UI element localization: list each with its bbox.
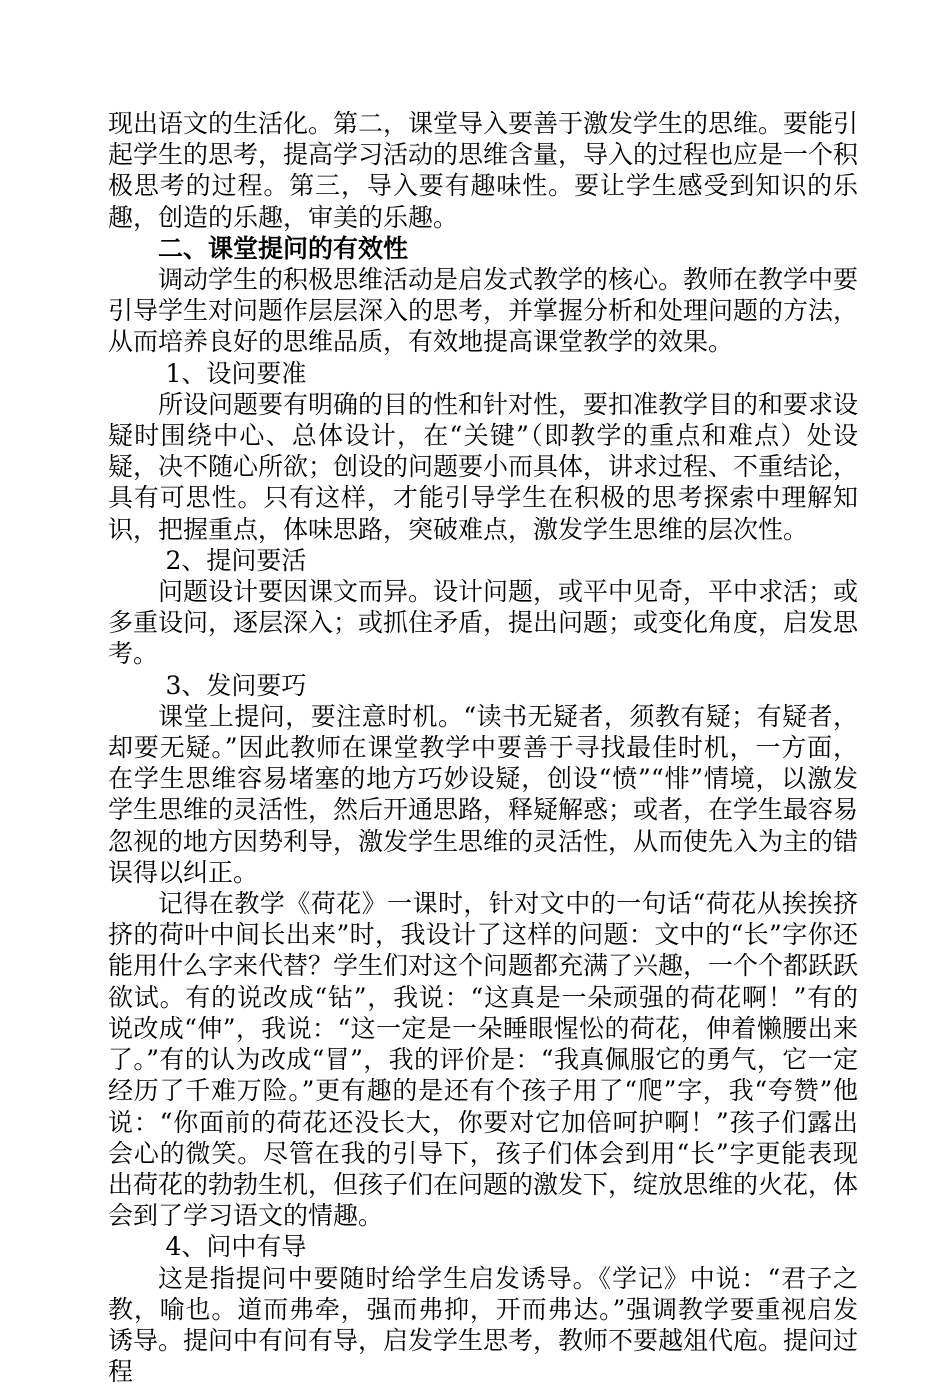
subheading: 2、提问要活 (165, 545, 307, 575)
paragraph: 调动学生的积极思维活动是启发式教学的核心。教师在教学中要引导学生对问题作层层深入的思考，并掌握分析和处理问题的方法，从而培养良好的思维品质，有效地提高课堂教学的效果。 (108, 265, 859, 357)
paragraph-continuation: 现出语文的生活化。第二，课堂导入要善于激发学生的思维。要能引起学生的思考，提高学习活动的思维含量，导入的过程也应是一个积极思考的过程。第三，导入要有趣味性。要让学生感受到知识的乐趣，创造的乐趣，审美的乐趣。 (108, 109, 859, 232)
paragraph: 这是指提问中要随时给学生启发诱导。《学记》中说：“君子之教，喻也。道而弗牵，强而弗抑，开而弗达。”强调教学要重视启发诱导。提问中有问有导，启发学生思考，教师不要越俎代庖。提问过程 (108, 1263, 859, 1387)
subheading: 4、问中有导 (165, 1232, 307, 1262)
section-heading: 二、课堂提问的有效性 (158, 233, 409, 263)
document-page (108, 108, 858, 1387)
paragraph: 所设问题要有明确的目的性和针对性，要扣准教学目的和要求设疑时围绕中心、总体设计，在“关键”（即教学的重点和难点）处设疑，决不随心所欲；创设的问题要小而具体，讲求过程、不重结论，具有可思性。只有这样，才能引导学生在积极的思考探索中理解知识，把握重点，体味思路，突破难点，激发学生思维的层次性。 (108, 389, 859, 544)
paragraph: 记得在教学《荷花》一课时，针对文中的一句话“荷花从挨挨挤挤的荷叶中间长出来”时，我设计了这样的问题：文中的“长”字你还能用什么字来代替？学生们对这个问题都充满了兴趣，一个个都跃跃欲试。有的说改成“钻”，我说：“这真是一朵顽强的荷花啊！”有的说改成“伸”，我说：“这一定是一朵睡眼惺忪的荷花，伸着懒腰出来了。”有的认为改成“冒”，我的评价是：“我真佩服它的勇气，它一定经历了千难万险。”更有趣的是还有个孩子用了“爬”字，我“夸赞”他说：“你面前的荷花还没长大，你要对它加倍呵护啊！”孩子们露出会心的微笑。尽管在我的引导下，孩子们体会到用“长”字更能表现出荷花的勃勃生机，但孩子们在问题的激发下，绽放思维的火花，体会到了学习语文的情趣。 (108, 889, 859, 1231)
paragraph: 问题设计要因课文而异。设计问题，或平中见奇，平中求活；或多重设问，逐层深入；或抓住矛盾，提出问题；或变化角度，启发思考。 (108, 577, 859, 669)
paragraph: 课堂上提问，要注意时机。“读书无疑者，须教有疑；有疑者，却要无疑。”因此教师在课堂教学中要善于寻找最佳时机，一方面，在学生思维容易堵塞的地方巧妙设疑，创设“愤”“悱”情境，以激发学生思维的灵活性，然后开通思路，释疑解惑；或者，在学生最容易忽视的地方因势利导，激发学生思维的灵活性，从而使先入为主的错误得以纠正。 (108, 701, 859, 887)
subheading: 1、设问要准 (165, 358, 307, 388)
subheading: 3、发问要巧 (165, 670, 307, 700)
